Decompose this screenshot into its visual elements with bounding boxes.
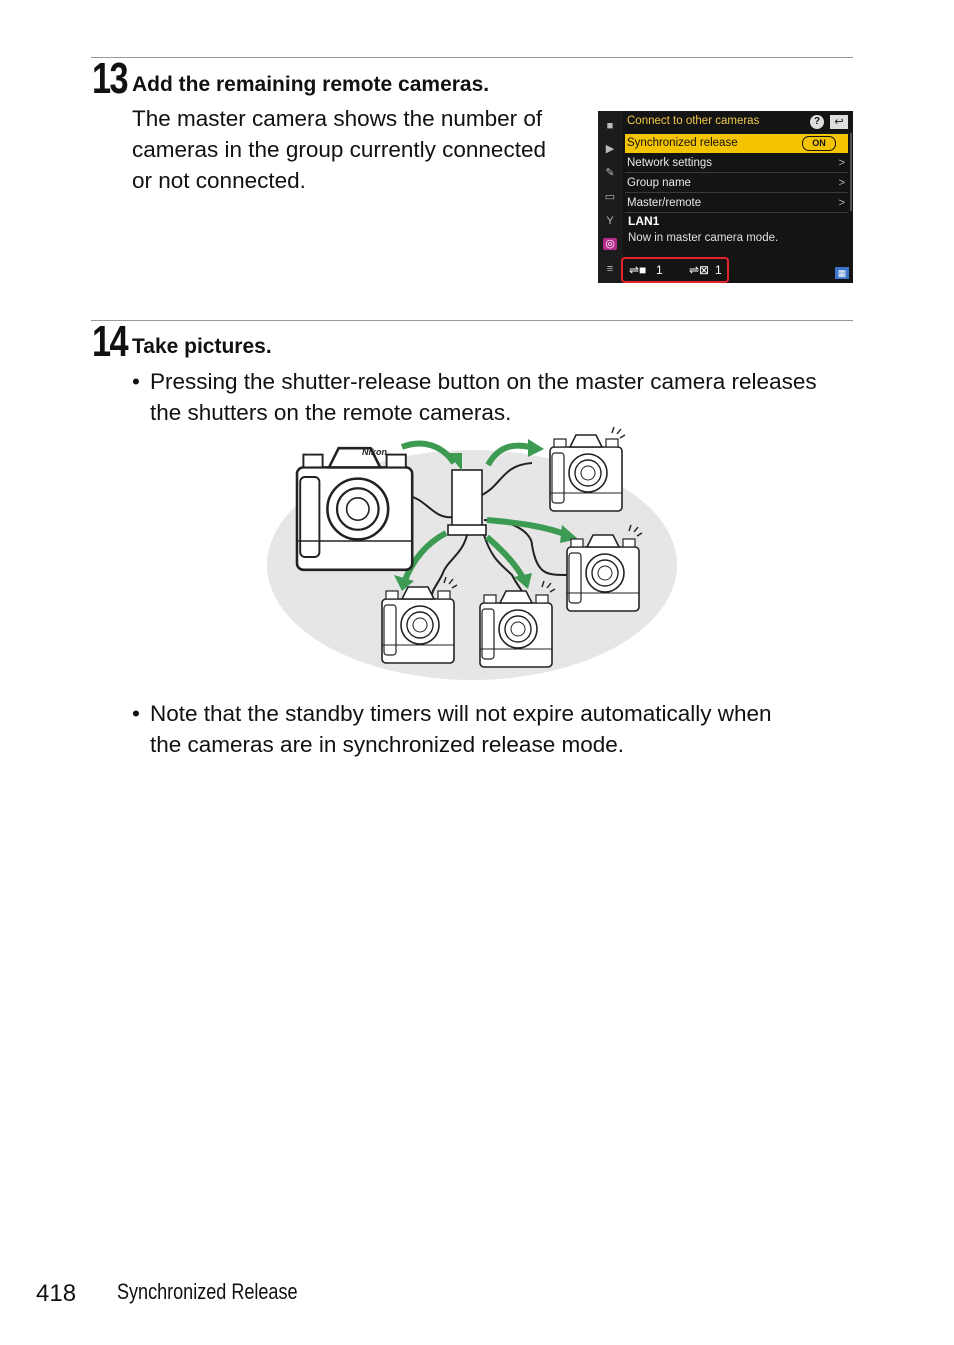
network-menu-icon: ◎ [603, 238, 617, 250]
top-rule [91, 57, 853, 58]
bullet-shutter-release [132, 366, 817, 428]
remote-camera-icon [382, 587, 454, 663]
playback-menu-icon: ▭ [604, 191, 616, 203]
bullet-icon: • [132, 369, 140, 394]
page-number: 418 [36, 1280, 77, 1307]
step-13-line: cameras in the group currently connected [132, 137, 546, 162]
chevron-right-icon: > [838, 157, 845, 169]
bullet-line: the cameras are in synchronized release mode. [150, 732, 624, 757]
menu-scrollbar [850, 133, 852, 211]
photo-menu-icon: ■ [606, 120, 614, 132]
synchronized-release-illustration [262, 425, 682, 683]
remote-camera-icon [550, 435, 622, 511]
network-hub-icon [448, 470, 486, 535]
help-icon: ? [810, 115, 824, 129]
camera-menu-screenshot [598, 111, 853, 283]
movie-menu-icon: ▶ [605, 143, 615, 155]
step-13-title: Add the remaining remote cameras. [132, 73, 490, 96]
bullet-line: Pressing the shutter-release button on the master camera releases [150, 369, 817, 394]
menu-header: Connect to other cameras [627, 115, 760, 127]
status-message: Now in master camera mode. [628, 232, 779, 244]
menu-row-label: Network settings [627, 157, 713, 169]
remote-camera-icon [567, 535, 639, 611]
menu-row-master-remote [625, 194, 848, 213]
remote-camera-icon [480, 591, 552, 667]
not-connected-camera-icon: ⇌⊠ [689, 263, 710, 277]
custom-settings-icon: ✎ [605, 167, 615, 179]
brand-label: Nikon [362, 447, 388, 457]
lan-label: LAN1 [628, 214, 660, 228]
bullet-line: Note that the standby timers will not expire automatically when [150, 701, 772, 726]
step-13-text [132, 103, 546, 196]
connected-camera-icon: ⇌■ [629, 263, 647, 277]
menu-row-label: Master/remote [627, 197, 702, 209]
bullet-icon: • [132, 701, 140, 726]
connected-count: 1 [656, 263, 663, 277]
chevron-right-icon: > [838, 197, 845, 209]
menu-row-label: Synchronized release [627, 137, 738, 149]
step-13-number: 13 [92, 54, 128, 103]
step-13-line: The master camera shows the number of [132, 106, 543, 131]
bullet-standby-timers [132, 698, 772, 760]
section-rule [91, 320, 853, 321]
master-camera-icon [297, 448, 412, 570]
step-13-line: or not connected. [132, 168, 306, 193]
chevron-right-icon: > [838, 177, 845, 189]
setup-menu-icon: Y [606, 215, 614, 227]
connection-status-box [621, 257, 729, 283]
my-menu-icon: ≡ [606, 263, 614, 275]
menu-row-group-name [625, 174, 848, 193]
on-toggle: ON [802, 136, 836, 151]
menu-row-network-settings [625, 154, 848, 173]
step-14-title: Take pictures. [132, 335, 272, 358]
network-status-icon: ▦ [835, 267, 849, 279]
menu-sidebar [598, 111, 623, 283]
menu-row-label: Group name [627, 177, 691, 189]
menu-row-synchronized-release [625, 134, 848, 153]
section-title: Synchronized Release [117, 1279, 298, 1304]
back-icon: ↩ [830, 115, 848, 129]
bullet-line: the shutters on the remote cameras. [150, 400, 512, 425]
not-connected-count: 1 [715, 263, 722, 277]
step-14-number: 14 [92, 317, 128, 366]
